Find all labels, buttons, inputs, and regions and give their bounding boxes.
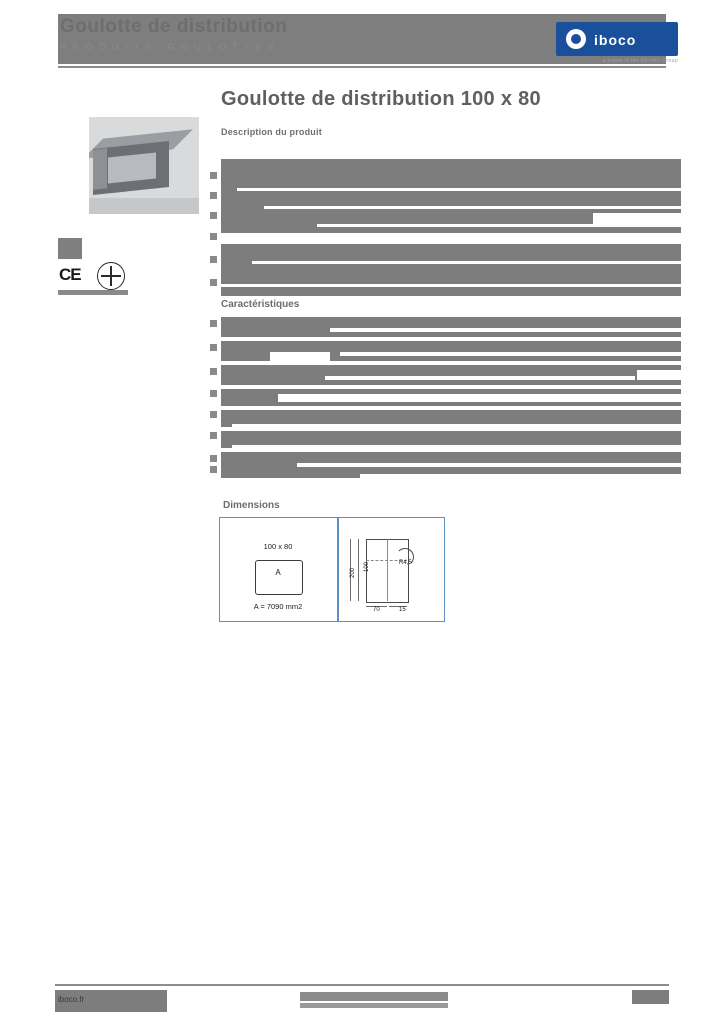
header-title: Goulotte de distribution [60, 16, 288, 37]
cross-section-rectangle [255, 560, 303, 595]
page-title: Goulotte de distribution 100 x 80 [221, 88, 541, 110]
cert-placeholder-top [58, 238, 82, 260]
spec-row [221, 365, 681, 385]
list-bullet [210, 455, 217, 462]
list-bullet [210, 212, 217, 219]
product-description-heading: Description du produit [221, 127, 322, 137]
text-line-gap [317, 224, 681, 227]
text-line-gap [237, 188, 681, 191]
spec-gap [270, 352, 330, 361]
photo-shadow [89, 198, 199, 214]
photo-inner-channel [108, 152, 156, 183]
list-bullet [210, 320, 217, 327]
text-line-gap [264, 206, 681, 209]
spec-gap [637, 370, 681, 380]
section-heading-dimensions: Dimensions [223, 500, 280, 511]
text-line-gap [221, 284, 681, 287]
spec-gap [232, 424, 681, 428]
list-bullet [210, 256, 217, 263]
cert-placeholder-bottom [58, 290, 128, 295]
spec-gap [330, 328, 681, 332]
description-block-2 [221, 244, 681, 296]
list-bullet [210, 233, 217, 240]
text-line-gap [252, 261, 681, 264]
footer-divider [55, 984, 669, 986]
logo-wordmark: iboco [594, 32, 637, 48]
footer-page-number-block [632, 990, 669, 1004]
header-divider [58, 66, 666, 68]
product-photo [89, 117, 199, 214]
cross-section-area-label: A = 7090 mm2 [253, 602, 303, 611]
list-bullet [210, 368, 217, 375]
list-bullet [210, 466, 217, 473]
spec-row [221, 317, 681, 337]
cross-section-letter: A [275, 568, 281, 577]
logo-tagline: a brand of the REHAU Group [602, 58, 678, 64]
list-bullet [210, 344, 217, 351]
spec-gap [278, 394, 681, 402]
header-subtitle: P R O D U I T S · G O U L O T T E S [60, 42, 277, 52]
photo-end-face [93, 148, 107, 189]
ce-mark-icon: CE [59, 265, 81, 284]
footer-center-block [300, 992, 448, 1001]
dimension-label-radius: R4,5 [399, 560, 412, 566]
list-bullet [210, 172, 217, 179]
list-bullet [210, 192, 217, 199]
technical-drawing-inner-line [387, 539, 388, 601]
dimension-label-height-inner: 100 [364, 561, 370, 572]
footer-website[interactable]: iboco.fr [58, 995, 85, 1004]
dimension-size-label: 100 x 80 [263, 542, 293, 551]
compliance-mark-icon [97, 262, 125, 290]
dimension-label-width-main: 70 [373, 607, 380, 613]
dimension-line-vertical [358, 539, 359, 601]
brand-logo [556, 22, 678, 56]
footer-center-subblock [300, 1003, 448, 1008]
list-bullet [210, 432, 217, 439]
dimensions-figure-divider [337, 517, 339, 622]
spec-gap [360, 474, 681, 478]
text-line-gap [593, 213, 681, 224]
dimension-label-width-side: 15 [399, 607, 406, 613]
list-bullet [210, 279, 217, 286]
list-bullet [210, 390, 217, 397]
spec-gap [325, 376, 635, 380]
spec-gap [297, 463, 681, 467]
list-bullet [210, 411, 217, 418]
section-heading-caracteristiques: Caractéristiques [221, 299, 300, 310]
logo-circle-icon [566, 29, 586, 49]
spec-gap [232, 445, 681, 449]
dimension-label-height-outer: 200 [350, 567, 356, 578]
spec-gap [340, 352, 681, 356]
